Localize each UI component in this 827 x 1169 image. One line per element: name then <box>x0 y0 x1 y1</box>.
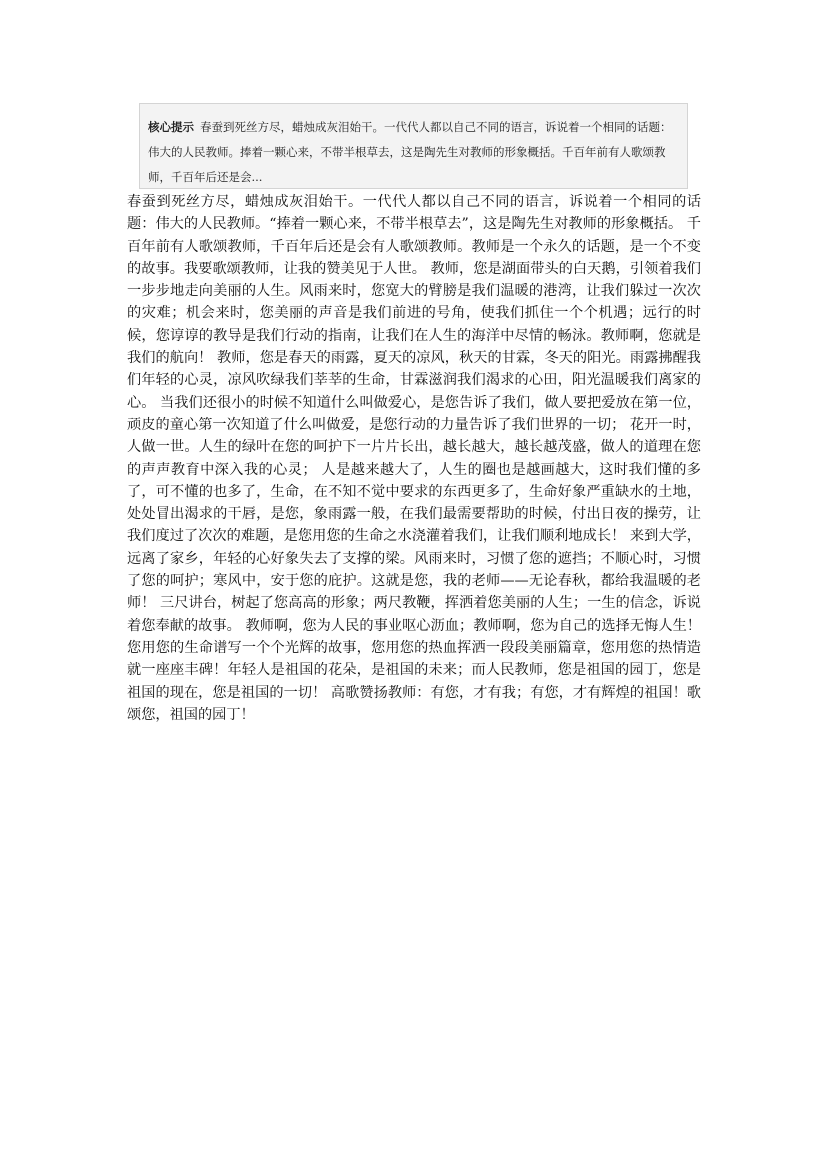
article-body: 春蚕到死丝方尽，蜡烛成灰泪始干。一代代人都以自己不同的语言，诉说着一个相同的话题：伟大的人民教师。“捧着一颗心来，不带半根草去”，这是陶先生对教师的形象概括。 千百年前有人歌颂教师，千百年后还是会有人歌颂教师。教师是一个永久的话题，是一个不变的故事。我要歌颂教师，让我的赞美见于人世。 教师，您是湖面带头的白天鹅，引领着我们一步步地走向美丽的人生。风雨来时，您宽大的臂膀是我们温暖的港湾，让我们躲过一次次的灾难；机会来时，您美丽的声音是我们前进的号角，使我们抓住一个个机遇；远行的时候，您谆谆的教导是我们行动的指南，让我们在人生的海洋中尽情的畅泳。教师啊，您就是我们的航向！ 教师，您是春天的雨露，夏天的凉风，秋天的甘霖，冬天的阳光。雨露拂醒我们年轻的心灵，凉风吹绿我们莘莘的生命，甘霖滋润我们渴求的心田，阳光温暖我们离家的心。 当我们还很小的时候不知道什么叫做爱心，是您告诉了我们，做人要把爱放在第一位，顽皮的童心第一次知道了什么叫做爱，是您行动的力量告诉了我们世界的一切； 花开一时，人做一世。人生的绿叶在您的呵护下一片片长出，越长越大，越长越茂盛，做人的道理在您的声声教育中深入我的心灵； 人是越来越大了，人生的圈也是越画越大，这时我们懂的多了，可不懂的也多了，生命，在不知不觉中要求的东西更多了，生命好象严重缺水的土地，处处冒出渴求的干唇，是您，象雨露一般，在我们最需要帮助的时候，付出日夜的操劳，让我们度过了次次的难题，是您用您的生命之水浇灌着我们，让我们顺利地成长！ 来到大学，远离了家乡，年轻的心好象失去了支撑的梁。风雨来时，习惯了您的遮挡；不顺心时，习惯了您的呵护；寒风中，安于您的庇护。这就是您，我的老师——无论春秋，都给我温暖的老师！ 三尺讲台，树起了您高高的形象；两尺教鞭，挥洒着您美丽的人生；一生的信念，诉说着您奉献的故事。 教师啊，您为人民的事业呕心沥血；教师啊，您为自己的选择无悔人生！您用您的生命谱写一个个光辉的故事，您用您的热血挥洒一段段美丽篇章，您用您的热情造就一座座丰碑！年轻人是祖国的花朵，是祖国的未来；而人民教师，您是祖国的园丁，您是祖国的现在，您是祖国的一切！ 高歌赞扬教师：有您，才有我；有您，才有辉煌的祖国！歌颂您，祖国的园丁！ <box>127 194 701 723</box>
summary-box <box>139 103 688 189</box>
summary-text: 春蚕到死丝方尽，蜡烛成灰泪始干。一代代人都以自己不同的语言，诉说着一个相同的话题：伟大的人民教师。捧着一颗心来，不带半根草去，这是陶先生对教师的形象概括。千百年前有人歌颂教师，千百年后还是会... <box>148 120 672 184</box>
summary-label: 核心提示 <box>148 120 194 134</box>
